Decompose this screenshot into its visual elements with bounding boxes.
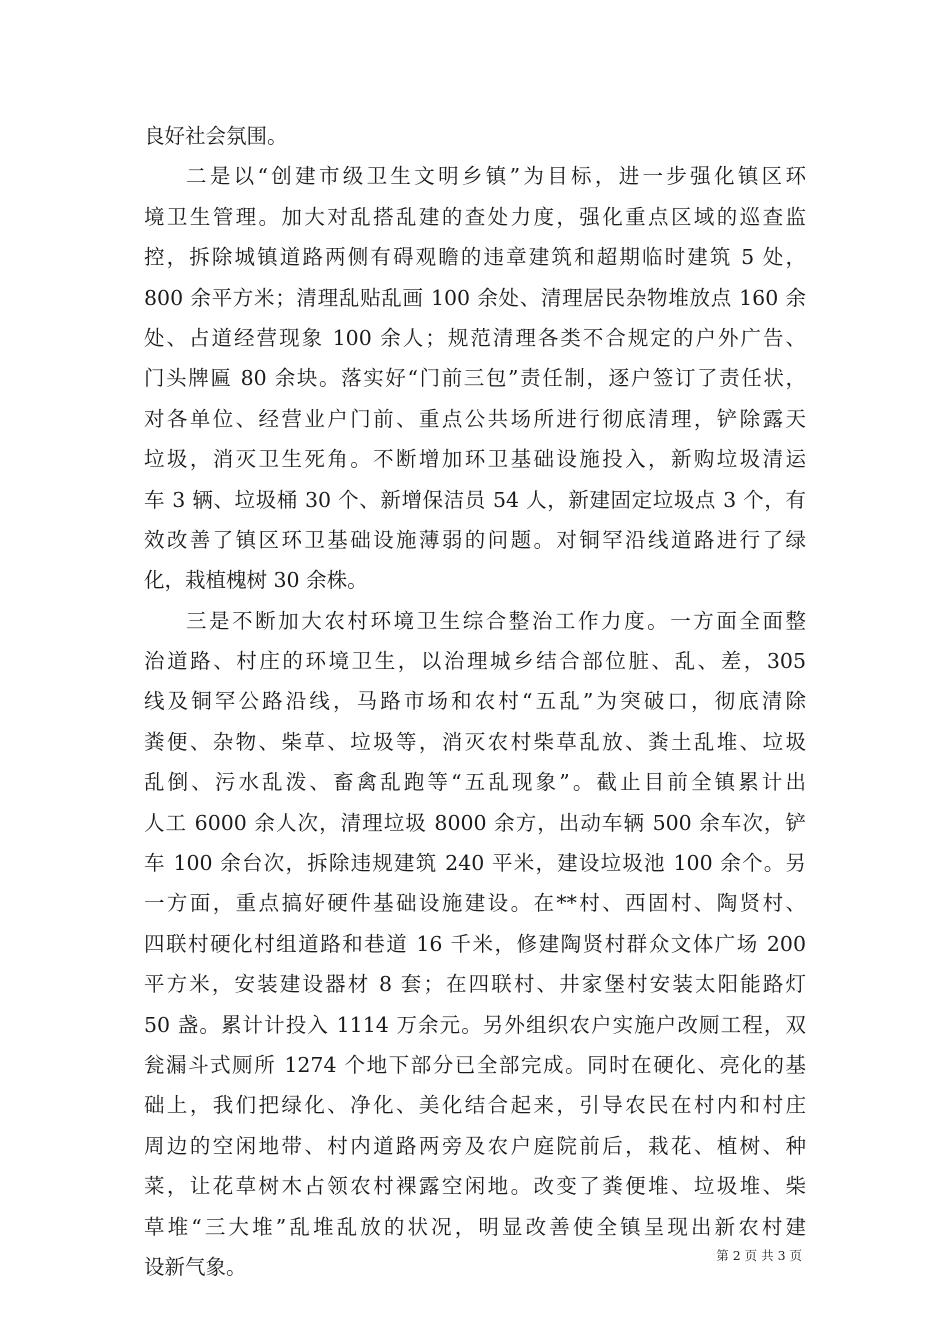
text-line: 车 100 余台次，拆除违规建筑 240 平米，建设垃圾池 100 余个。另 [144, 851, 806, 876]
paragraph [144, 601, 806, 1288]
paragraph [144, 116, 806, 156]
text-line: 处、占道经营现象 100 余人；规范清理各类不合规定的户外广告、 [144, 325, 806, 350]
text-line: 菜，让花草树木占领农村裸露空闲地。改变了粪便堆、垃圾堆、柴 [144, 1174, 806, 1199]
text-line: 效改善了镇区环卫基础设施薄弱的问题。对铜罕沿线道路进行了绿 [144, 527, 806, 552]
text-line: 线及铜罕公路沿线，马路市场和农村“五乱”为突破口，彻底清除 [144, 689, 806, 714]
text-line: 车 3 辆、垃圾桶 30 个、新增保洁员 54 人，新建固定垃圾点 3 个，有 [144, 487, 806, 512]
text-line: 一方面，重点搞好硬件基础设施建设。在**村、西固村、陶贤村、 [144, 891, 806, 916]
text-line: 四联村硬化村组道路和巷道 16 千米，修建陶贤村群众文体广场 200 [144, 931, 806, 956]
text-line: 门头牌匾 80 余块。落实好“门前三包”责任制，逐户签订了责任状， [144, 366, 806, 391]
document-body [144, 116, 806, 1287]
text-line: 乱倒、污水乱泼、畜禽乱跑等“五乱现象”。截止目前全镇累计出 [144, 770, 806, 795]
text-line: 控，拆除城镇道路两侧有碍观瞻的违章建筑和超期临时建筑 5 处， [144, 245, 806, 270]
text-line: 垃圾，消灭卫生死角。不断增加环卫基础设施投入，新购垃圾清运 [144, 447, 806, 472]
text-line: 良好社会氛围。 [144, 124, 288, 148]
text-line: 对各单位、经营业户门前、重点公共场所进行彻底清理，铲除露天 [144, 406, 806, 431]
text-line: 瓮漏斗式厕所 1274 个地下部分已全部完成。同时在硬化、亮化的基 [144, 1052, 806, 1077]
text-line: 础上，我们把绿化、净化、美化结合起来，引导农民在村内和村庄 [144, 1093, 806, 1118]
text-line: 人工 6000 余人次，清理垃圾 8000 余方，出动车辆 500 余车次，铲 [144, 810, 806, 835]
text-line: 治道路、村庄的环境卫生，以治理城乡结合部位脏、乱、差，305 [144, 649, 806, 674]
text-line: 800 余平方米；清理乱贴乱画 100 余处、清理居民杂物堆放点 160 余 [144, 285, 806, 310]
text-line: 境卫生管理。加大对乱搭乱建的查处力度，强化重点区域的巡查监 [144, 204, 806, 229]
text-line: 50 盏。累计计投入 1114 万余元。另外组织农户实施户改厕工程，双 [144, 1012, 806, 1037]
paragraph [144, 156, 806, 600]
page-number: 第 2 页 共 3 页 [716, 1248, 802, 1263]
text-line: 化，栽植槐树 30 余株。 [144, 568, 368, 593]
text-line: 三是不断加大农村环境卫生综合整治工作力度。一方面全面整 [186, 608, 806, 633]
text-line: 平方米，安装建设器材 8 套；在四联村、井家堡村安装太阳能路灯 [144, 972, 806, 997]
text-line: 设新气象。 [144, 1254, 247, 1279]
text-line: 二是以“创建市级卫生文明乡镇”为目标，进一步强化镇区环 [186, 164, 806, 189]
text-line: 周边的空闲地带、村内道路两旁及农户庭院前后，栽花、植树、种 [144, 1133, 806, 1158]
text-line: 粪便、杂物、柴草、垃圾等，消灭农村柴草乱放、粪土乱堆、垃圾 [144, 729, 806, 754]
text-line: 草堆“三大堆”乱堆乱放的状况，明显改善使全镇呈现出新农村建 [144, 1214, 806, 1239]
